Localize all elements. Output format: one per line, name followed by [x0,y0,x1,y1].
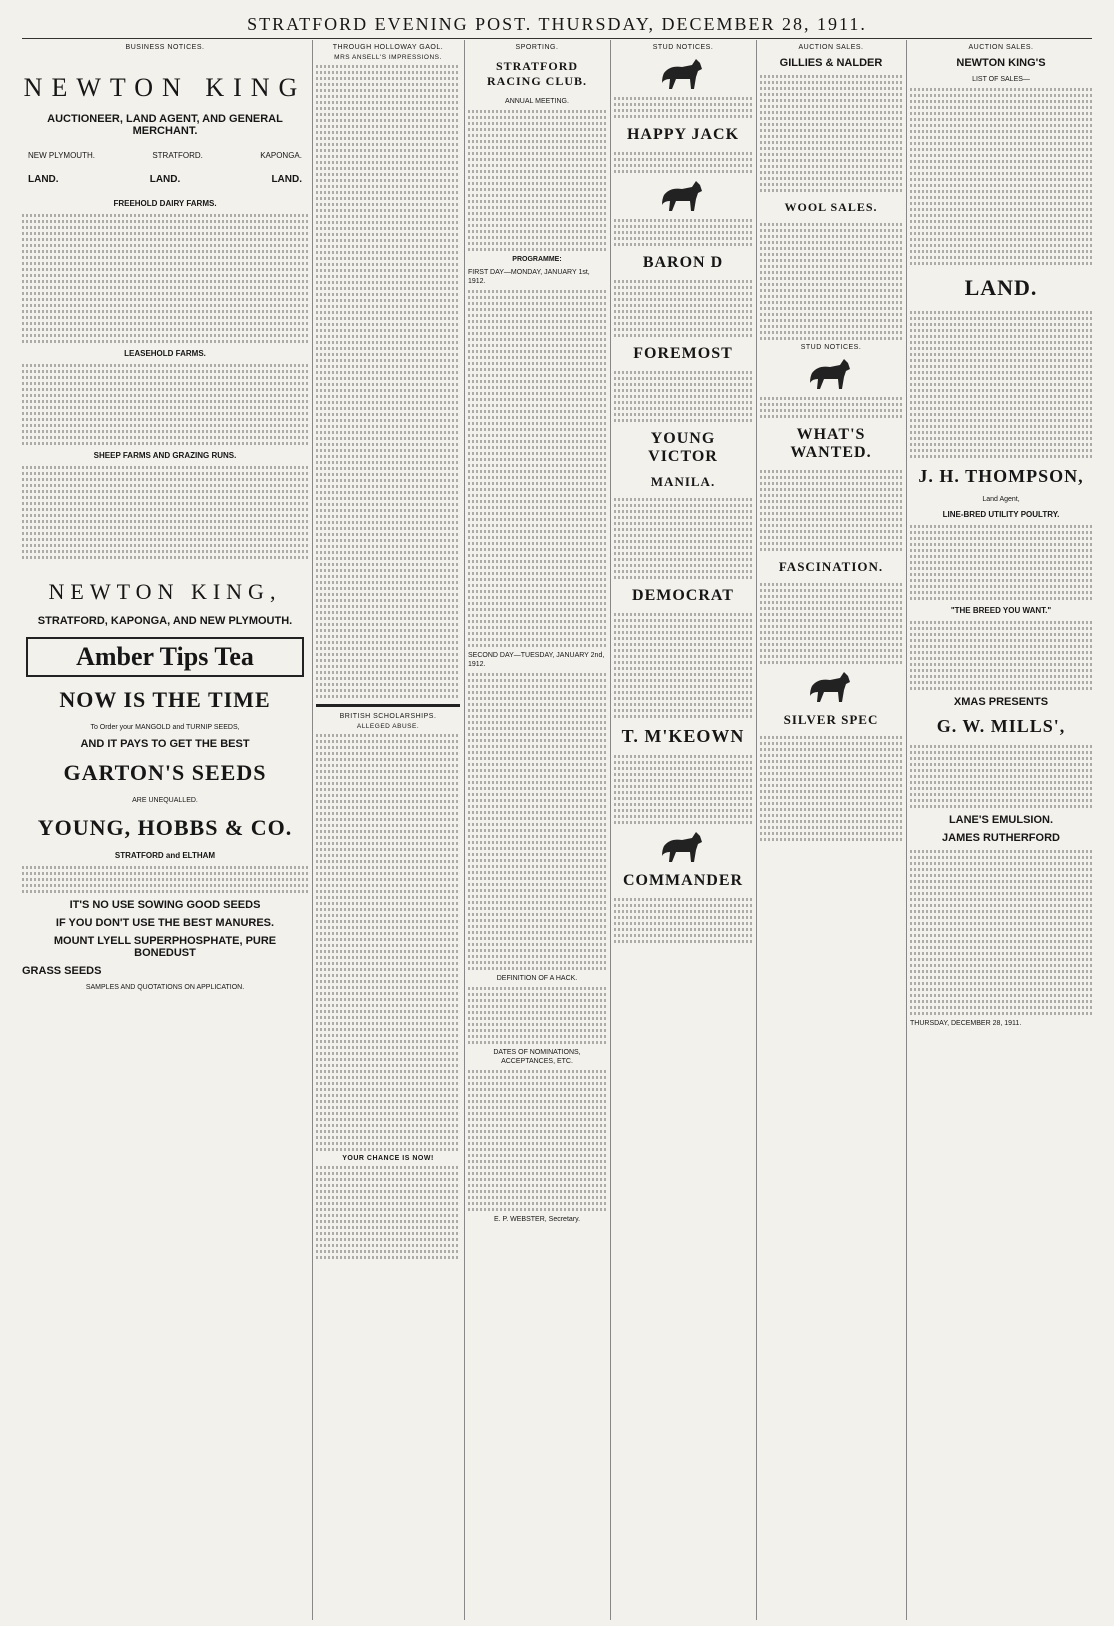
order-line: To Order your MANGOLD and TURNIP SEEDS, [90,724,240,731]
section-heading: THROUGH HOLLOWAY GAOL. [332,44,444,51]
sowing-line: IT'S NO USE SOWING GOOD SEEDS [69,899,261,911]
notice-text [614,97,752,118]
notice-text [760,470,902,551]
firm-name-bottom: NEWTON KING, [48,579,282,604]
leasehold-heading: LEASEHOLD FARMS. [124,349,206,358]
notice-text [468,110,606,251]
seed-list [22,866,308,893]
stallion-name: WHAT'S WANTED. [790,426,872,461]
listing-text [22,466,308,559]
article-subheading: MRS ANSELL'S IMPRESSIONS. [334,54,442,61]
horse-icon [760,670,902,704]
grass-seeds: GRASS SEEDS [22,965,102,977]
sheep-heading: SHEEP FARMS AND GRAZING RUNS. [93,451,237,460]
race-list [468,673,606,970]
second-day: SECOND DAY—TUESDAY, JANUARY 2nd, 1912. [468,652,605,668]
listing-text [22,364,308,445]
notice-text [910,525,1092,600]
programme-heading: PROGRAMME: [512,256,562,263]
auctioneer-name: GILLIES & NALDER [779,57,883,69]
article-text [316,65,460,698]
column-divider [610,40,611,1620]
dates-heading: DATES OF NOMINATIONS, ACCEPTANCES, ETC. [493,1049,581,1065]
breed-heading: "THE BREED YOU WANT." [950,606,1052,615]
section-heading: STUD NOTICES. [652,44,714,51]
stallion-name: DEMOCRAT [632,587,734,604]
sporting-column [468,42,606,1620]
agent-name: J. H. THOMPSON, [918,466,1084,486]
town: STRATFORD. [152,151,203,160]
wool-sales-heading: WOOL SALES. [784,200,878,214]
mount-lyell-line: MOUNT LYELL SUPERPHOSPHATE, PURE BONEDUST [53,935,277,959]
advert-text [316,1166,460,1259]
notice-text [614,898,752,943]
section-heading: BUSINESS NOTICES. [125,44,205,51]
stallion-name: SILVER SPEC [783,712,879,727]
sale-list [910,88,1092,265]
chance-heading: YOUR CHANCE IS NOW! [342,1155,434,1162]
sale-list [760,75,902,192]
notice-text [760,397,902,418]
unequalled-line: ARE UNEQUALLED. [132,797,198,804]
race-list [468,290,606,647]
section-heading: AUCTION SALES. [968,44,1034,51]
newspaper-title: STRATFORD EVENING POST. THURSDAY, DECEMBER 28, 1911. [247,14,867,34]
holloway-column [316,42,460,1620]
auction-sales-column [760,42,902,1620]
town-list [28,151,302,160]
masthead-rule [22,38,1092,39]
section-heading: AUCTION SALES. [798,44,864,51]
land-heading: LAND. [964,275,1038,300]
definition-heading: DEFINITION OF A HACK. [496,975,578,982]
notice-text [910,850,1092,1015]
young-towns: STRATFORD and ELTHAM [114,851,216,860]
notice-text [614,219,752,246]
stallion-name: COMMANDER [622,872,744,889]
horse-icon [614,179,752,213]
column-divider [756,40,757,1620]
store-name: G. W. MILLS', [936,716,1066,736]
notice-text [614,371,752,422]
first-day: FIRST DAY—MONDAY, JANUARY 1st, 1912. [468,269,590,285]
notice-text [468,1070,606,1211]
farrier-name: JAMES RUTHERFORD [942,832,1060,844]
firm-name: NEWTON KING [23,73,307,102]
emulsion-heading: LANE'S EMULSION. [948,814,1054,826]
column-divider [312,40,313,1620]
notice-text [614,498,752,579]
column-divider [906,40,907,1620]
poultry-heading: LINE-BRED UTILITY POULTRY. [942,510,1060,519]
auctioneer-name: NEWTON KING'S [956,57,1046,69]
advert-text [614,755,752,824]
now-heading: NOW IS THE TIME [59,687,271,712]
notice-text [910,621,1092,690]
xmas-presents: XMAS PRESENTS [953,696,1049,708]
land-label: LAND. [149,174,181,185]
tea-name: Amber Tips Tea [76,642,254,671]
notice-text [760,583,902,664]
list-of-sales: LIST OF SALES— [972,76,1030,83]
secretary-line: E. P. WEBSTER, Secretary. [493,1216,581,1223]
section-heading: SPORTING. [515,44,559,51]
manures-line: IF YOU DON'T USE THE BEST MANURES. [55,917,275,929]
gartons-heading: GARTON'S SEEDS [63,760,267,785]
horse-icon [614,830,752,864]
stallion-name: FASCINATION. [778,559,884,574]
section-heading: STUD NOTICES. [800,344,862,351]
meeting-line: ANNUAL MEETING. [505,98,569,105]
samples-line: SAMPLES AND QUOTATIONS ON APPLICATION. [85,984,245,991]
town: NEW PLYMOUTH. [28,151,95,160]
notice-text [910,311,1092,458]
stallion-name: YOUNG VICTOR [648,430,718,465]
pays-line: AND IT PAYS TO GET THE BEST [80,738,250,750]
section-heading: BRITISH SCHOLARSHIPS. [339,713,437,720]
notice-text [614,280,752,337]
column-divider [464,40,465,1620]
auction-sales-column-2 [910,42,1092,1620]
notice-text [760,223,902,340]
business-notices-column [22,42,308,1620]
stallion-name: FOREMOST [633,345,733,362]
land-row [28,174,302,185]
draper-name: T. M'KEOWN [621,726,745,746]
notice-text [614,152,752,173]
listing-text [22,214,308,343]
notice-text [468,987,606,1044]
tea-advert [26,637,304,677]
notice-text [760,736,902,841]
land-label: LAND. [28,174,59,185]
firm-towns: STRATFORD, KAPONGA, AND NEW PLYMOUTH. [37,615,293,627]
stallion-name: BARON D [642,254,724,271]
land-label: LAND. [271,174,302,185]
stallion-name: MANILA. [650,474,716,489]
horse-icon [614,57,752,91]
freehold-heading: FREEHOLD DAIRY FARMS. [113,199,217,208]
agent-role: Land Agent, [982,496,1020,503]
advert-text [910,745,1092,808]
stud-notices-column [614,42,752,1620]
horse-icon [760,357,902,391]
notice-text [614,613,752,718]
town: KAPONGA. [260,151,302,160]
club-name: STRATFORD RACING CLUB. [486,59,587,88]
article-subheading: ALLEGED ABUSE. [356,723,420,730]
stallion-name: HAPPY JACK [626,126,740,143]
masthead [0,0,1114,40]
young-hobbs-heading: YOUNG, HOBBS & CO. [37,815,293,840]
imprint-date: THURSDAY, DECEMBER 28, 1911. [910,1020,1022,1027]
firm-description: AUCTIONEER, LAND AGENT, AND GENERAL MERCHANT. [47,113,283,137]
article-text [316,734,460,1151]
